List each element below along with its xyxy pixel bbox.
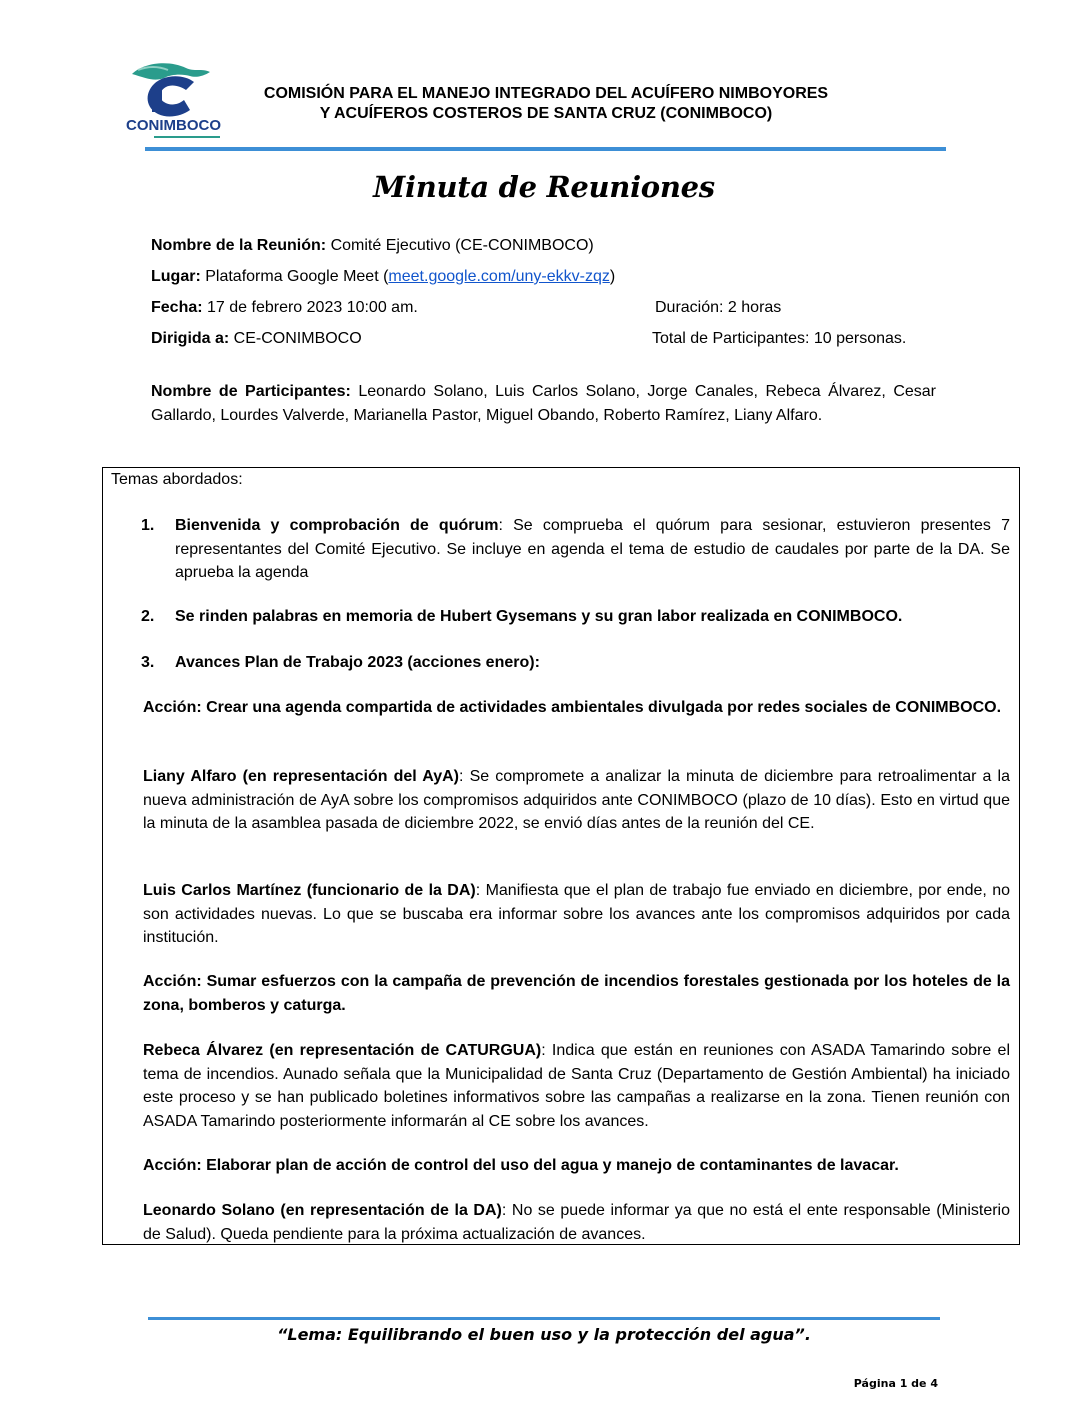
org-title-line-2: Y ACUÍFEROS COSTEROS DE SANTA CRUZ (CONIMBOCO) xyxy=(319,105,773,122)
org-title-line-1: COMISIÓN PARA EL MANEJO INTEGRADO DEL ACUÍFERO NIMBOYORES xyxy=(263,85,829,102)
item-3-number: 3. xyxy=(141,654,155,671)
meet-link[interactable]: meet.google.com/uny-ekkv-zqz xyxy=(388,268,610,285)
statement-2-speaker: Luis Carlos Martínez (funcionario de la DA) xyxy=(143,882,476,899)
document-title: Minuta de Reuniones xyxy=(373,170,715,204)
meeting-date-line xyxy=(151,298,418,318)
participants-list: Leonardo Solano, Luis Carlos Solano, Jorge Canales, Rebeca Álvarez, Cesar Gallardo, Lourdes Valverde, Marianella Pastor, Miguel Obando, Roberto Ramírez, Liany Alfaro. xyxy=(151,383,936,424)
place-close-paren: ) xyxy=(609,268,616,285)
statement-3-body: : Indica que están en reuniones con ASADA Tamarindo sobre el tema de incendios. Aunado señala que la Municipalidad de Santa Cruz (Departamento de Gestión Ambiental) ha iniciado este proceso y se han publicado boletines informativos sobre las campañas a realizarse en la zona. Tienen reunión con ASADA Tamarindo posteriormente informarán al CE sobre los avances. xyxy=(143,1042,1010,1130)
item-2-text: Se rinden palabras en memoria de Hubert Gysemans y su gran labor realizada en CONIMBOCO. xyxy=(175,608,903,625)
header-divider xyxy=(145,147,946,151)
duration-text: Duración: 2 horas xyxy=(655,299,782,316)
item-1-body: : Se comprueba el quórum para sesionar, estuvieron presentes 7 representantes del Comité Ejecutivo. Se incluye en agenda el tema de estudio de caudales por parte de la DA. Se aprueba la agenda xyxy=(175,517,1010,581)
action-1: Acción: Crear una agenda compartida de actividades ambientales divulgada por redes sociales de CONIMBOCO. xyxy=(143,699,1002,716)
addressed-to-value: CE-CONIMBOCO xyxy=(229,330,362,347)
statement-2-body: : Manifiesta que el plan de trabajo fue enviado en diciembre, por ende, no son actividades nuevas. Lo que se buscaba era informar sobre los avances ante los compromisos adquiridos por cada institución. xyxy=(143,882,1010,946)
item-1-number: 1. xyxy=(141,517,155,534)
conimboco-logo xyxy=(124,60,228,146)
action-3: Acción: Elaborar plan de acción de control del uso del agua y manejo de contaminantes de lavacar. xyxy=(143,1157,899,1174)
addressed-to-label: Dirigida a: xyxy=(151,330,230,347)
item-3-text: Avances Plan de Trabajo 2023 (acciones enero): xyxy=(175,654,540,671)
organization-title xyxy=(226,84,866,124)
statement-4-body: : No se puede informar ya que no está el ente responsable (Ministerio de Salud). Queda pendiente para la próxima actualización de avances. xyxy=(143,1202,1011,1243)
statement-1-speaker: Liany Alfaro (en representación del AyA) xyxy=(143,768,459,785)
logo-wordmark: CONIMBOCO xyxy=(126,117,221,134)
date-value: 17 de febrero 2023 10:00 am. xyxy=(202,299,418,316)
item-1-title: Bienvenida y comprobación de quórum xyxy=(175,517,499,534)
footer-motto: “Lema: Equilibrando el buen uso y la protección del agua”. xyxy=(277,1325,811,1344)
statement-rebeca-alvarez xyxy=(143,1039,1010,1133)
participants-paragraph xyxy=(151,380,936,427)
place-value: Plataforma Google Meet ( xyxy=(200,268,389,285)
addressed-to-line xyxy=(151,329,362,349)
statement-3-speaker: Rebeca Álvarez (en representación de CATURGUA) xyxy=(143,1042,542,1059)
statement-1-body: : Se compromete a analizar la minuta de diciembre para retroalimentar a la nueva administración de AyA sobre los compromisos adquiridos ante CONIMBOCO (plazo de 10 días). Esto en virtud que la minuta de la asamblea pasada de diciembre 2022, se envió días antes de la reunión del CE. xyxy=(143,768,1011,832)
topics-box xyxy=(102,467,1020,1245)
total-participants-text: Total de Participantes: 10 personas. xyxy=(652,330,907,347)
page-number: Página 1 de 4 xyxy=(853,1377,938,1390)
statement-leonardo-solano xyxy=(143,1199,1010,1246)
statement-liany-alfaro xyxy=(143,765,1010,836)
meeting-name-value: Comité Ejecutivo (CE-CONIMBOCO) xyxy=(326,237,594,254)
participants-label: Nombre de Participantes: xyxy=(151,383,351,400)
meeting-name-label: Nombre de la Reunión: xyxy=(151,237,327,254)
statement-luis-carlos xyxy=(143,879,1010,950)
action-2: Acción: Sumar esfuerzos con la campaña de prevención de incendios forestales gestionada por los hoteles de la zona, bomberos y caturga. xyxy=(143,973,1010,1014)
place-label: Lugar: xyxy=(151,268,201,285)
date-label: Fecha: xyxy=(151,299,203,316)
topics-heading: Temas abordados: xyxy=(111,471,243,488)
item-2-number: 2. xyxy=(141,608,155,625)
meeting-name-line xyxy=(151,236,594,256)
item-1-text xyxy=(175,514,1010,585)
statement-4-speaker: Leonardo Solano (en representación de la DA) xyxy=(143,1202,502,1219)
footer-divider xyxy=(148,1317,940,1320)
meeting-place-line xyxy=(151,267,615,287)
